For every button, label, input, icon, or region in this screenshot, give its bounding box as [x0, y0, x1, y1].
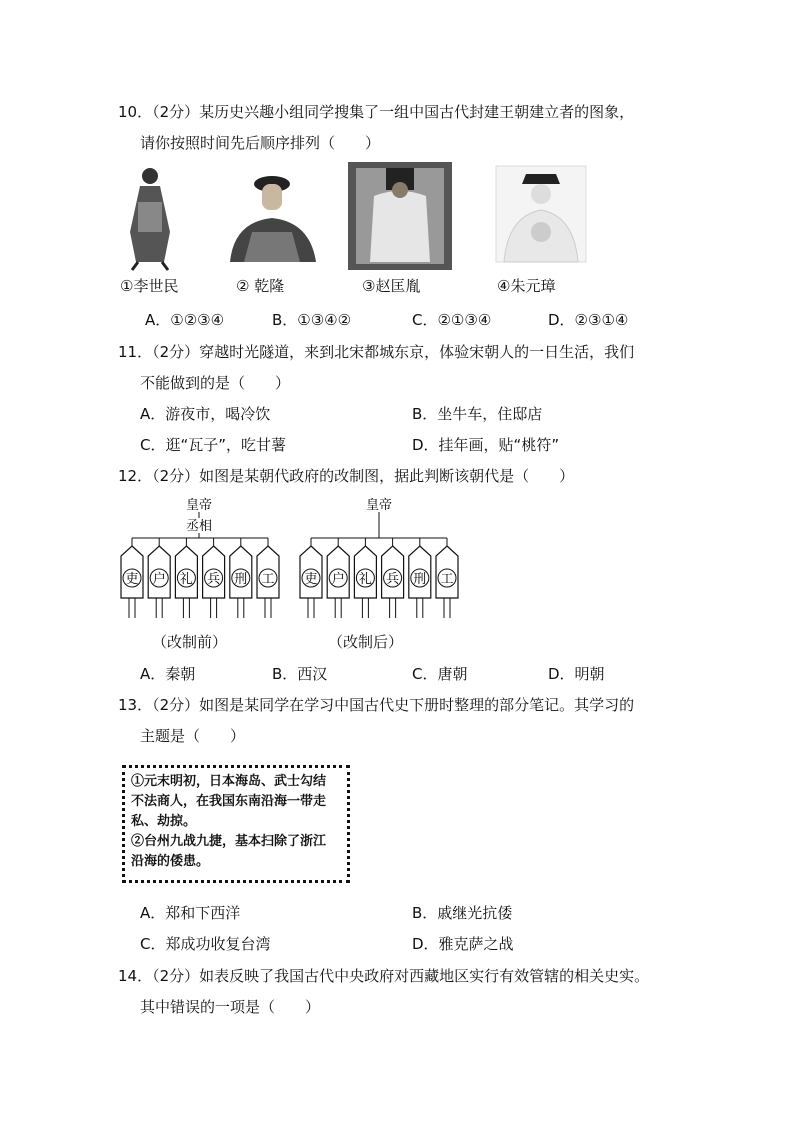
q11-option-c[interactable]: C．逛“瓦子”，吃甘薯 — [140, 436, 287, 454]
q10-option-d[interactable]: D．②③①④ — [548, 311, 629, 329]
after-dept-label: 兵 — [386, 572, 400, 587]
before-dept-label: 户 — [152, 572, 166, 587]
before-chancellor-label: 丞相 — [185, 519, 213, 534]
q13-stem-line1: 13．（2分）如图是某同学在学习中国古代史下册时整理的部分笔记。其学习的 — [118, 696, 635, 714]
q11-option-a[interactable]: A．游夜市，喝冷饮 — [140, 405, 271, 423]
before-dept-label: 吏 — [125, 572, 139, 587]
q12-stem-line1: 12．（2分）如图是某朝代政府的改制图，据此判断该朝代是（ ） — [118, 467, 575, 485]
q12-caption-before: （改制前） — [152, 633, 228, 651]
q12-caption-after: （改制后） — [328, 633, 404, 651]
q14-stem-line2: 其中错误的一项是（ ） — [140, 998, 321, 1016]
before-dept-label: 刑 — [234, 572, 248, 587]
before-dept-label: 礼 — [179, 572, 193, 587]
q10-stem-line2: 请你按照时间先后顺序排列（ ） — [140, 134, 381, 152]
q10-option-a[interactable]: A．①②③④ — [145, 311, 225, 329]
q13-stem-line2: 主题是（ ） — [140, 727, 246, 745]
q14-stem-line1: 14．（2分）如表反映了我国古代中央政府对西藏地区实行有效管辖的相关史实。 — [118, 967, 650, 985]
note-line: 沿海的倭患。 — [131, 854, 210, 869]
before-dept-1 — [148, 538, 170, 618]
after-dept-3 — [382, 538, 404, 618]
q10-option-b[interactable]: B．①③④② — [272, 311, 352, 329]
q10-caption-3: ③赵匡胤 — [362, 277, 421, 295]
after-dept-1 — [327, 538, 349, 618]
after-dept-5 — [436, 538, 458, 618]
q12-option-d[interactable]: D．明朝 — [548, 665, 605, 683]
before-dept-5 — [257, 538, 279, 618]
org-chart-before — [121, 497, 279, 618]
portrait-zhao-kuangyin — [348, 162, 452, 270]
after-dept-label: 刑 — [413, 572, 427, 587]
after-dept-label: 工 — [440, 572, 454, 587]
before-dept-2 — [175, 538, 197, 618]
q12-option-c[interactable]: C．唐朝 — [412, 665, 468, 683]
q13-option-d[interactable]: D．雅克萨之战 — [412, 935, 514, 953]
portrait-qianlong — [230, 176, 316, 262]
after-dept-label: 礼 — [358, 572, 372, 587]
after-dept-2 — [354, 538, 376, 618]
note-line: 私、劫掠。 — [131, 814, 197, 829]
q10-caption-2: ② 乾隆 — [236, 277, 285, 295]
q11-stem-line2: 不能做到的是（ ） — [140, 374, 291, 392]
after-dept-4 — [409, 538, 431, 618]
q13-option-a[interactable]: A．郑和下西洋 — [140, 904, 241, 922]
q13-option-c[interactable]: C．郑成功收复台湾 — [140, 935, 271, 953]
q13-option-b[interactable]: B．戚继光抗倭 — [412, 904, 513, 922]
q13-notes-box — [122, 765, 350, 883]
after-emperor-label: 皇帝 — [365, 498, 393, 513]
q10-stem-line1: 10．（2分）某历史兴趣小组同学搜集了一组中国古代封建王朝建立者的图象， — [118, 103, 635, 121]
q10-portraits — [118, 162, 598, 274]
before-dept-4 — [230, 538, 252, 618]
q10-caption-1: ①李世民 — [120, 277, 179, 295]
q11-option-b[interactable]: B．坐牛车，住邸店 — [412, 405, 543, 423]
after-dept-label: 吏 — [304, 572, 318, 587]
before-dept-label: 工 — [261, 572, 275, 587]
q12-org-chart — [114, 496, 464, 626]
before-emperor-label: 皇帝 — [185, 498, 213, 513]
after-dept-label: 户 — [331, 572, 345, 587]
q12-option-a[interactable]: A．秦朝 — [140, 665, 196, 683]
q11-stem-line1: 11．（2分）穿越时光隧道，来到北宋都城东京，体验宋朝人的一日生活，我们 — [118, 343, 635, 361]
q10-caption-4: ④朱元璋 — [497, 277, 556, 295]
note-line: ①元末明初，日本海岛、武士勾结 — [131, 774, 327, 789]
q10-option-c[interactable]: C．②①③④ — [412, 311, 492, 329]
before-dept-label: 兵 — [207, 572, 221, 587]
org-chart-after — [300, 497, 458, 618]
q11-option-d[interactable]: D．挂年画，贴“桃符” — [412, 436, 560, 454]
before-dept-0 — [121, 538, 143, 618]
portrait-zhu-yuanzhang — [496, 166, 586, 262]
note-line: 不法商人，在我国东南沿海一带走 — [131, 794, 327, 809]
after-dept-0 — [300, 538, 322, 618]
q12-option-b[interactable]: B．西汉 — [272, 665, 328, 683]
portrait-li-shimin — [130, 168, 170, 270]
note-line: ②台州九战九捷，基本扫除了浙江 — [131, 834, 327, 849]
before-dept-3 — [203, 538, 225, 618]
